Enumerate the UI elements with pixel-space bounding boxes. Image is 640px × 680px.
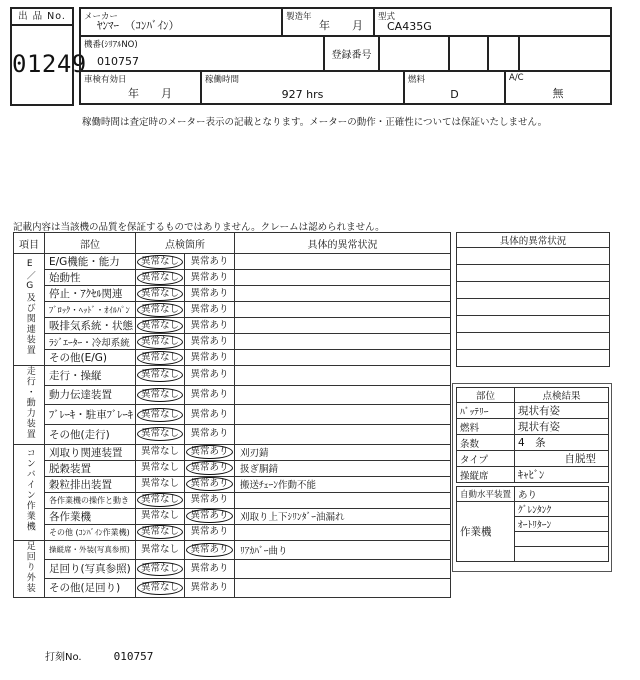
part-name: 停止・ｱｸｾﾙ関連 <box>45 286 136 302</box>
option-text: 異常なし <box>140 510 179 521</box>
maker-cell <box>81 9 283 37</box>
stamp-number <box>45 648 153 663</box>
abnormality-remark <box>235 318 451 334</box>
part-name: 脱穀装置 <box>45 460 136 476</box>
leveling-label: 自動水平装置 <box>457 487 515 502</box>
part-name: その他(走行) <box>45 424 136 444</box>
option-text: 異常あり <box>190 351 229 363</box>
check-abnormality <box>185 578 235 597</box>
fuel-cell <box>405 72 506 105</box>
result-value: ｷｬﾋﾞﾝ <box>515 467 609 483</box>
option-text: 異常あり <box>190 581 229 593</box>
check-no-abnormality <box>136 492 185 508</box>
option-text: 異常なし <box>140 478 179 489</box>
part-name: 刈取り関連装置 <box>45 444 136 460</box>
check-abnormality <box>185 405 235 425</box>
implement-value: ｵｰﾄﾘﾀｰﾝ <box>515 517 609 532</box>
hours-value: 927 hrs <box>281 88 324 101</box>
check-no-abnormality <box>136 460 185 476</box>
abnormality-remark <box>235 270 451 286</box>
leveling-value: あり <box>515 487 609 502</box>
maker-value: ﾔﾝﾏｰ （ｺﾝﾊﾞｲﾝ） <box>97 19 180 32</box>
check-abnormality <box>185 508 235 524</box>
inspection-row <box>14 334 451 350</box>
selected-mark-circle: 異常あり <box>186 543 232 557</box>
model-label: 型式 <box>378 12 396 22</box>
check-no-abnormality <box>136 540 185 559</box>
check-abnormality <box>185 540 235 559</box>
hours-cell <box>202 72 405 105</box>
check-abnormality <box>185 460 235 476</box>
abnormal-detail-row <box>457 333 610 350</box>
inspection-row <box>14 302 451 318</box>
check-abnormality <box>185 524 235 540</box>
check-abnormality <box>185 334 235 350</box>
check-no-abnormality <box>136 385 185 405</box>
abnormality-remark <box>235 385 451 405</box>
model-value: CA435G <box>387 20 432 33</box>
abnormality-remark <box>235 524 451 540</box>
abnormal-detail-row <box>457 265 610 282</box>
check-abnormality <box>185 492 235 508</box>
check-abnormality <box>185 424 235 444</box>
inspection-row <box>14 524 451 540</box>
check-no-abnormality <box>136 318 185 334</box>
check-no-abnormality <box>136 508 185 524</box>
implement-value: ｸﾞﾚﾝﾀﾝｸ <box>515 502 609 517</box>
selected-mark-circle: 異常なし <box>137 271 183 285</box>
check-no-abnormality <box>136 366 185 386</box>
maker-label: メーカー <box>84 12 118 22</box>
empty-cell <box>489 37 520 72</box>
category-label: E／G及び関連装置 <box>14 254 45 366</box>
inspection-row <box>14 254 451 270</box>
machine-info-table <box>79 7 612 105</box>
registration-label: 登録番号 <box>331 50 372 61</box>
result-row <box>457 435 609 451</box>
selected-mark-circle: 異常なし <box>137 287 183 301</box>
result-row <box>457 419 609 435</box>
check-no-abnormality <box>136 334 185 350</box>
header-item: 項目 <box>14 233 45 254</box>
selected-mark-circle: 異常あり <box>186 477 232 491</box>
abnormality-remark: 刈刃錆 <box>235 444 451 460</box>
abnormal-detail-cell <box>457 316 610 333</box>
check-no-abnormality <box>136 254 185 270</box>
part-name: 操縦席・外装(写真参照) <box>45 540 136 559</box>
part-name: その他(E/G) <box>45 350 136 366</box>
abnormality-remark <box>235 559 451 578</box>
result-part: 操縦席 <box>457 467 515 483</box>
option-text: 異常あり <box>190 369 229 381</box>
abnormal-detail-row <box>457 350 610 367</box>
abnormal-detail-cell <box>457 333 610 350</box>
lot-number-value: 01249 <box>12 50 87 78</box>
result-value: 現状有姿 <box>515 419 609 435</box>
result-part: ﾊﾞｯﾃﾘｰ <box>457 403 515 419</box>
serial-cell <box>81 37 325 72</box>
inspection-row <box>14 385 451 405</box>
abnormal-detail-row <box>457 282 610 299</box>
abnormality-remark: ﾘｱｶﾊﾞｰ曲り <box>235 540 451 559</box>
abnormality-remark <box>235 334 451 350</box>
part-name: 吸排気系統・状態 <box>45 318 136 334</box>
model-cell <box>375 9 612 37</box>
leveling-row <box>457 487 609 502</box>
selected-mark-circle: 異常なし <box>137 388 183 402</box>
header-part: 部位 <box>45 233 136 254</box>
implement-value <box>515 547 609 562</box>
inspection-row <box>14 508 451 524</box>
inspection-row <box>14 559 451 578</box>
serial-label: 機番(ｼﾘｱﾙNO) <box>84 40 138 50</box>
part-name: その他(足回り) <box>45 578 136 597</box>
registration-cell <box>325 37 380 72</box>
selected-mark-circle: 異常なし <box>137 303 183 317</box>
check-abnormality <box>185 366 235 386</box>
claim-disclaimer: 記載内容は当該機の品質を保証するものではありません。クレームは認められません。 <box>13 222 385 233</box>
option-text: 異常あり <box>190 562 229 574</box>
selected-mark-circle: 異常なし <box>137 319 183 333</box>
check-no-abnormality <box>136 405 185 425</box>
selected-mark-circle: 異常なし <box>137 255 183 269</box>
inspection-row <box>14 444 451 460</box>
inspection-table <box>13 232 451 598</box>
header-abnormal: 具体的異常状況 <box>235 233 451 254</box>
option-text: 異常あり <box>190 408 229 420</box>
abnormal-detail-cell <box>457 265 610 282</box>
hours-label: 稼働時間 <box>205 75 240 85</box>
inspection-row <box>14 424 451 444</box>
part-name: 穀粒排出装置 <box>45 476 136 492</box>
inspection-row <box>14 350 451 366</box>
registration-value-cell <box>380 37 450 72</box>
selected-mark-circle: 異常なし <box>137 351 183 365</box>
lot-number-label: 出 品 No. <box>12 9 72 26</box>
abnormality-remark <box>235 366 451 386</box>
part-name: その他 (ｺﾝﾊﾞｲﾝ作業機) <box>45 524 136 540</box>
ac-cell <box>506 72 612 105</box>
abnormality-remark <box>235 286 451 302</box>
check-no-abnormality <box>136 350 185 366</box>
result-table <box>456 387 609 483</box>
check-no-abnormality <box>136 302 185 318</box>
category-label: 足回り外装 <box>14 540 45 598</box>
abnormality-remark <box>235 302 451 318</box>
selected-mark-circle: 異常あり <box>186 509 232 523</box>
abnormal-detail-row <box>457 316 610 333</box>
result-value: 4 条 <box>515 435 609 451</box>
option-text: 異常あり <box>190 303 229 315</box>
fuel-label: 燃料 <box>408 75 426 85</box>
inspection-table-header <box>14 233 451 254</box>
check-no-abnormality <box>136 444 185 460</box>
check-abnormality <box>185 270 235 286</box>
selected-mark-circle: 異常なし <box>137 408 183 422</box>
check-no-abnormality <box>136 524 185 540</box>
ac-value: 無 <box>552 87 564 100</box>
result-part: タイプ <box>457 451 515 467</box>
inspection-row <box>14 578 451 597</box>
check-abnormality <box>185 385 235 405</box>
result-row <box>457 467 609 483</box>
option-text: 異常あり <box>190 494 229 505</box>
option-text: 異常あり <box>190 526 229 537</box>
mfg-year-label: 製造年 <box>286 12 312 22</box>
result-header-result: 点検結果 <box>515 388 609 403</box>
equipment-table <box>456 486 609 562</box>
lot-number-box <box>10 7 87 106</box>
check-abnormality <box>185 286 235 302</box>
stamp-number-label: 打刻No. <box>45 652 82 663</box>
abnormal-detail-cell <box>457 350 610 367</box>
check-abnormality <box>185 559 235 578</box>
inspection-row <box>14 540 451 559</box>
option-text: 異常あり <box>190 335 229 347</box>
result-header-part: 部位 <box>457 388 515 403</box>
option-text: 異常あり <box>190 428 229 440</box>
inspection-row <box>14 460 451 476</box>
part-name: ﾌﾞﾚｰｷ・駐車ﾌﾞﾚｰｷ <box>45 405 136 425</box>
result-table-header <box>457 388 609 403</box>
abnormal-detail-panel <box>456 232 610 367</box>
result-part: 燃料 <box>457 419 515 435</box>
check-abnormality <box>185 302 235 318</box>
inspection-row <box>14 318 451 334</box>
selected-mark-circle: 異常なし <box>137 562 183 576</box>
check-abnormality <box>185 254 235 270</box>
mfg-year-cell <box>283 9 375 37</box>
inspection-row <box>14 405 451 425</box>
abnormality-remark: 扱ぎ胴錆 <box>235 460 451 476</box>
option-text: 異常なし <box>140 543 179 555</box>
check-no-abnormality <box>136 286 185 302</box>
abnormal-detail-cell <box>457 248 610 265</box>
part-name: 各作業機 <box>45 508 136 524</box>
selected-mark-circle: 異常あり <box>186 445 232 459</box>
check-no-abnormality <box>136 270 185 286</box>
stamp-number-value: 010757 <box>113 650 154 663</box>
check-no-abnormality <box>136 424 185 444</box>
result-value: 自脱型 <box>515 451 609 467</box>
option-text: 異常なし <box>140 446 179 457</box>
option-text: 異常あり <box>190 271 229 283</box>
abnormality-remark: 刈取り上下ｼﾘﾝﾀﾞｰ油漏れ <box>235 508 451 524</box>
abnormal-detail-cell <box>457 282 610 299</box>
empty-cell <box>450 37 489 72</box>
check-abnormality <box>185 444 235 460</box>
option-text: 異常あり <box>190 319 229 331</box>
abnormal-panel-title: 具体的異常状況 <box>457 233 610 248</box>
header-checkpoint: 点検箇所 <box>136 233 235 254</box>
result-row <box>457 403 609 419</box>
implement-value <box>515 532 609 547</box>
abnormality-remark <box>235 405 451 425</box>
inspection-expiry-cell <box>81 72 202 105</box>
abnormal-detail-row <box>457 248 610 265</box>
meter-disclaimer: 稼働時間は査定時のメーター表示の記載となります。メーターの動作・正確性については保証いたしません。 <box>82 117 548 128</box>
inspection-expiry-label: 車検有効日 <box>84 75 127 85</box>
result-value: 現状有姿 <box>515 403 609 419</box>
inspection-row <box>14 492 451 508</box>
abnormality-remark <box>235 254 451 270</box>
selected-mark-circle: 異常なし <box>137 581 183 595</box>
part-name: E/G機能・能力 <box>45 254 136 270</box>
part-name: 走行・操縦 <box>45 366 136 386</box>
selected-mark-circle: 異常なし <box>137 493 183 507</box>
category-label: コンバイン作業機 <box>14 444 45 540</box>
check-abnormality <box>185 476 235 492</box>
part-name: ﾗｼﾞｴｰﾀｰ・冷却系統 <box>45 334 136 350</box>
inspection-row <box>14 270 451 286</box>
abnormality-remark <box>235 424 451 444</box>
implements-label: 作業機 <box>457 502 515 562</box>
check-abnormality <box>185 350 235 366</box>
serial-value: 010757 <box>97 55 139 68</box>
implement-row <box>457 502 609 517</box>
selected-mark-circle: 異常なし <box>137 525 183 539</box>
abnormality-remark <box>235 350 451 366</box>
option-text: 異常なし <box>140 462 179 473</box>
ac-label: A/C <box>509 73 524 83</box>
abnormal-detail-row <box>457 299 610 316</box>
check-no-abnormality <box>136 578 185 597</box>
part-name: 各作業機の操作と動き <box>45 492 136 508</box>
selected-mark-circle: 異常なし <box>137 335 183 349</box>
check-no-abnormality <box>136 559 185 578</box>
result-part: 条数 <box>457 435 515 451</box>
selected-mark-circle: 異常なし <box>137 368 183 382</box>
inspection-row <box>14 286 451 302</box>
inspection-row <box>14 476 451 492</box>
part-name: 始動性 <box>45 270 136 286</box>
result-panel <box>452 383 612 572</box>
abnormality-remark <box>235 492 451 508</box>
abnormality-remark: 搬送ﾁｪｰﾝ作動不能 <box>235 476 451 492</box>
part-name: 足回り(写真参照) <box>45 559 136 578</box>
empty-cell <box>520 37 612 72</box>
selected-mark-circle: 異常あり <box>186 461 232 475</box>
option-text: 異常あり <box>190 255 229 267</box>
abnormality-remark <box>235 578 451 597</box>
mfg-year-value: 年 月 <box>319 19 363 32</box>
inspection-row <box>14 366 451 386</box>
option-text: 異常あり <box>190 388 229 400</box>
result-row <box>457 451 609 467</box>
inspection-expiry-value: 年 月 <box>128 87 172 100</box>
abnormal-detail-cell <box>457 299 610 316</box>
selected-mark-circle: 異常なし <box>137 427 183 441</box>
check-abnormality <box>185 318 235 334</box>
category-label: 走行・動力装置 <box>14 366 45 445</box>
check-no-abnormality <box>136 476 185 492</box>
option-text: 異常あり <box>190 287 229 299</box>
part-name: 動力伝達装置 <box>45 385 136 405</box>
fuel-value: D <box>450 88 459 101</box>
part-name: ﾌﾞﾛｯｸ・ﾍｯﾄﾞ・ｵｲﾙﾊﾟﾝ <box>45 302 136 318</box>
